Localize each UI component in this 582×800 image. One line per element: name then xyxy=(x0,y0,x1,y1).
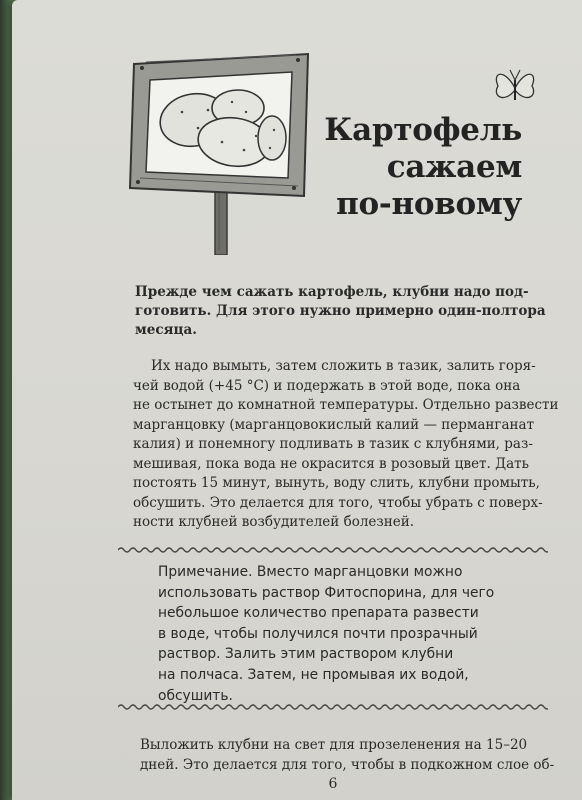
final-line: Выложить клубни на свет для прозеленения на 15–20 xyxy=(140,737,528,753)
potato-signboard-illustration xyxy=(126,50,312,255)
note-block xyxy=(158,562,538,706)
note-line: на полчаса. Затем, не промывая их водой, xyxy=(158,666,469,683)
body-line: обсушить. Это делается для того, чтобы убрать с поверх- xyxy=(133,494,543,511)
wave-divider-top xyxy=(118,545,548,555)
note-line: раствор. Залить этим раствором клубни xyxy=(158,646,454,663)
note-line: использовать раствор Фитоспорина, для чего xyxy=(158,584,495,601)
note-line: обсушить. xyxy=(158,687,233,704)
body-line: не остынет до комнатной температуры. Отдельно развести xyxy=(133,397,559,413)
body-paragraph xyxy=(133,357,559,533)
intro-line: месяца. xyxy=(135,322,197,338)
note-line: в воде, чтобы получился почти прозрачный xyxy=(158,625,478,642)
page-title xyxy=(300,112,522,223)
butterfly-icon xyxy=(490,62,540,112)
intro-line: готовить. Для этого нужно примерно один-полтора xyxy=(135,303,546,319)
body-line: Их надо вымыть, затем сложить в тазик, залить горя- xyxy=(151,358,536,374)
wave-divider-bottom xyxy=(118,702,548,712)
page-number: 6 xyxy=(328,776,338,792)
intro-paragraph xyxy=(135,283,545,340)
note-line: небольшое количество препарата развести xyxy=(158,605,479,622)
body-line: постоять 15 минут, вынуть, воду слить, клубни промыть, xyxy=(133,475,540,491)
body-line: мешивая, пока вода не окрасится в розовый цвет. Дать xyxy=(133,455,529,472)
body-line: чей водой (+45 °C) и подержать в этой воде, пока она xyxy=(133,377,521,394)
intro-line: Прежде чем сажать картофель, клубни надо под- xyxy=(135,284,529,300)
title-line: Картофель xyxy=(324,112,522,148)
title-line: сажаем xyxy=(386,149,522,185)
body-line: калия) и понемногу подливать в тазик с клубнями, раз- xyxy=(133,436,533,452)
title-line: по-новому xyxy=(336,186,522,222)
final-line: дней. Это делается для того, чтобы в подкожном слое об- xyxy=(140,757,555,773)
note-line: Примечание. Вместо марганцовки можно xyxy=(158,564,463,580)
final-paragraph xyxy=(140,735,560,775)
body-line: марганцовку (марганцовокислый калий — перманганат xyxy=(133,416,535,433)
body-line: ности клубней возбудителей болезней. xyxy=(133,514,415,530)
